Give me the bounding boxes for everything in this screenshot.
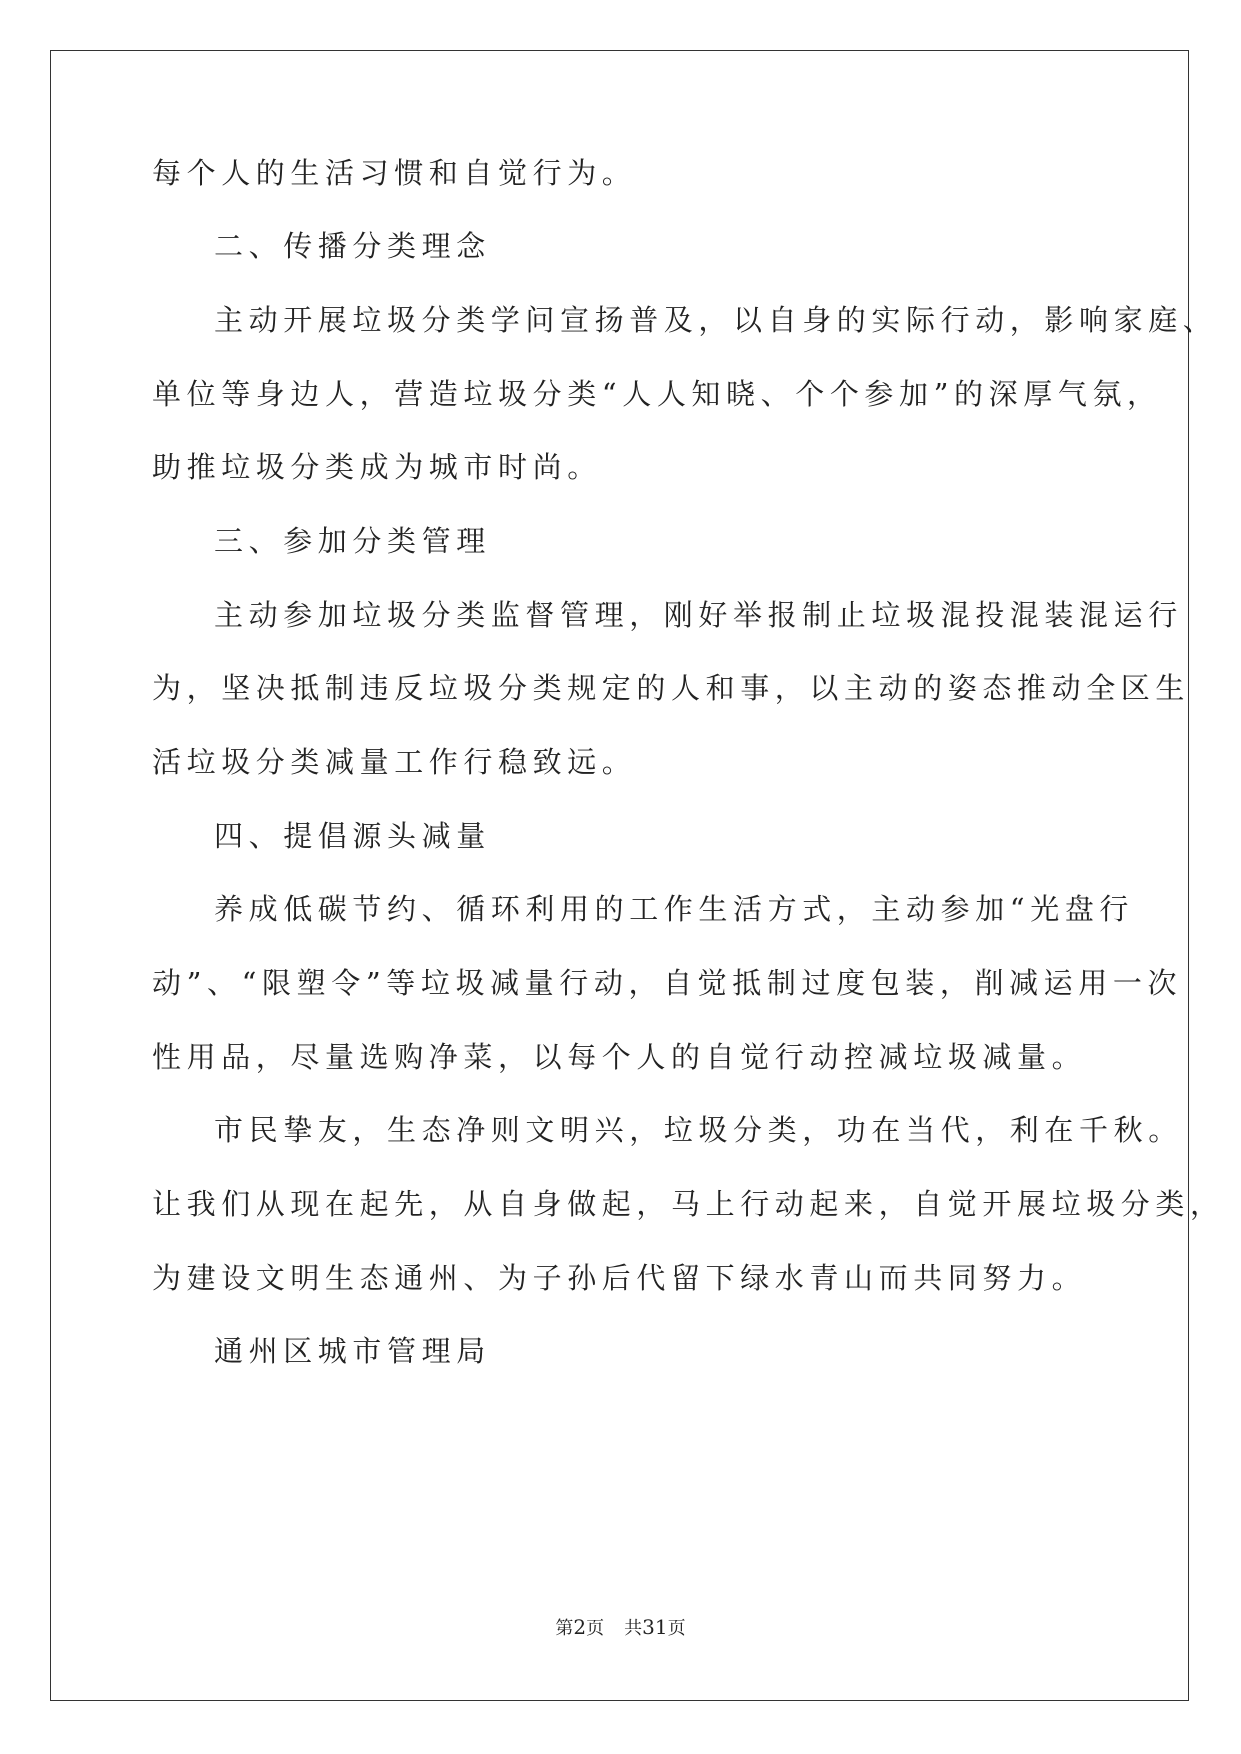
section-heading-4: 四、提倡源头减量 bbox=[214, 819, 491, 853]
signature-line: 通州区城市管理局 bbox=[214, 1334, 491, 1368]
body-line-13: 性用品，尽量选购净菜，以每个人的自觉行动控减垃圾减量。 bbox=[152, 1040, 1087, 1074]
body-line-14: 市民挚友，生态净则文明兴，垃圾分类，功在当代，利在千秋。 bbox=[214, 1113, 1183, 1147]
footer-total-pages: 31 bbox=[642, 1615, 668, 1639]
body-line-8: 为，坚决抵制违反垃圾分类规定的人和事，以主动的姿态推动全区生 bbox=[152, 671, 1191, 705]
section-heading-3: 三、参加分类管理 bbox=[214, 524, 491, 558]
body-line-3: 主动开展垃圾分类学问宣扬普及，以自身的实际行动，影响家庭、 bbox=[214, 303, 1218, 337]
footer-page-number: 2 bbox=[573, 1615, 587, 1639]
body-line-1: 每个人的生活习惯和自觉行为。 bbox=[152, 156, 637, 190]
body-line-12: 动”、“限塑令”等垃圾减量行动，自觉抵制过度包装，削减运用一次 bbox=[152, 966, 1183, 1000]
body-line-15: 让我们从现在起先，从自身做起，马上行动起来，自觉开展垃圾分类， bbox=[152, 1187, 1225, 1221]
footer-total-prefix: 共 bbox=[624, 1618, 643, 1639]
footer-page-prefix: 第 bbox=[555, 1618, 574, 1639]
page-border bbox=[50, 50, 1189, 1701]
body-line-7: 主动参加垃圾分类监督管理，刚好举报制止垃圾混投混装混运行 bbox=[214, 598, 1183, 632]
body-line-5: 助推垃圾分类成为城市时尚。 bbox=[152, 450, 602, 484]
body-line-4: 单位等身边人，营造垃圾分类“人人知晓、个个参加”的深厚气氛， bbox=[152, 377, 1162, 411]
section-heading-2: 二、传播分类理念 bbox=[214, 229, 491, 263]
page-footer bbox=[0, 1615, 1241, 1641]
body-line-16: 为建设文明生态通州、为子孙后代留下绿水青山而共同努力。 bbox=[152, 1261, 1087, 1295]
body-line-11: 养成低碳节约、循环利用的工作生活方式，主动参加“光盘行 bbox=[214, 892, 1135, 926]
body-line-9: 活垃圾分类减量工作行稳致远。 bbox=[152, 745, 637, 779]
footer-total-suffix: 页 bbox=[667, 1618, 686, 1639]
footer-page-suffix: 页 bbox=[586, 1618, 605, 1639]
